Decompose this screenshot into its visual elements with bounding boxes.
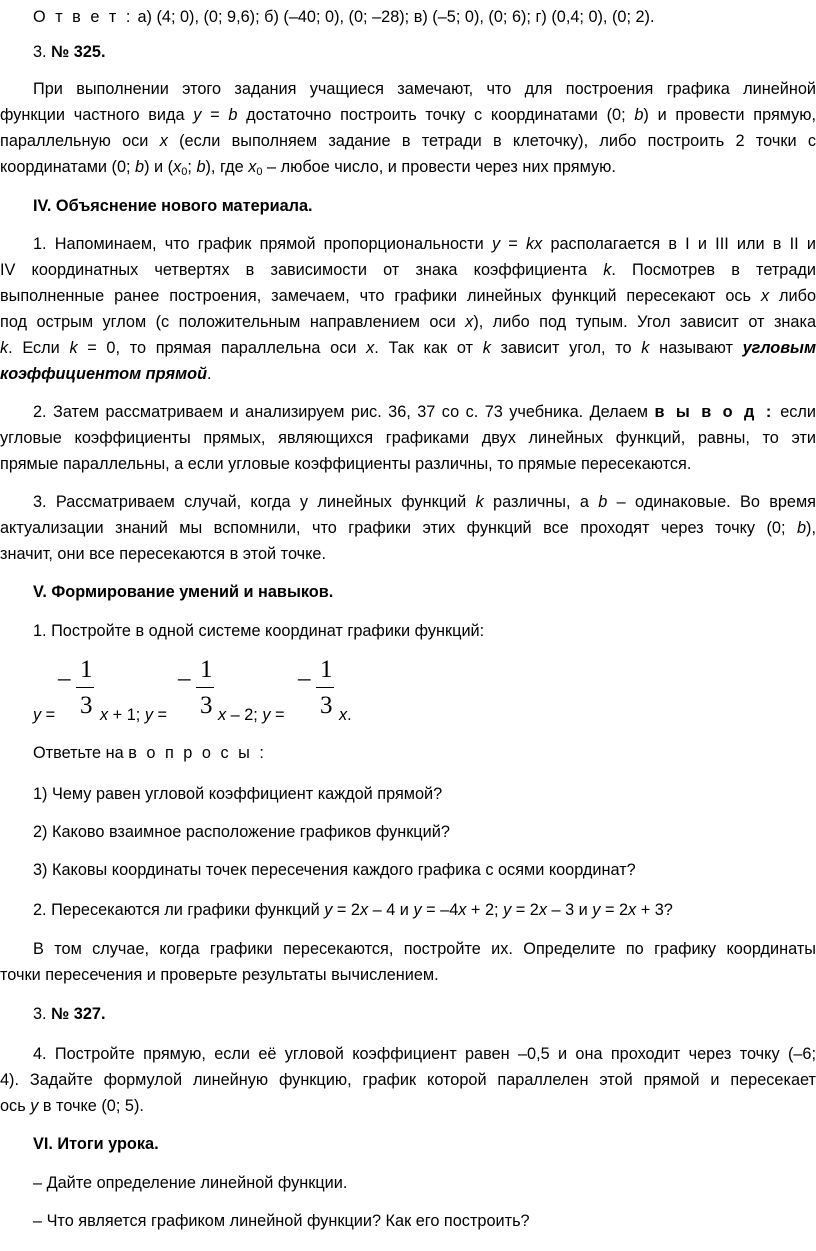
- formula-part: y =: [33, 706, 60, 724]
- task-327-heading: 3. № 327.: [33, 1005, 106, 1023]
- paragraph-line: 2. Пересекаются ли графики функций y = 2x – 4 и y = –4x + 2; y = 2x – 3 и y = 2x + 3?: [33, 901, 673, 919]
- paragraph-line: под острым углом (с положительным направлением оси x), либо под тупым. Угол зависит от знака: [0, 313, 816, 331]
- paragraph-line: прямые параллельны, а если угловые коэффициенты различны, то прямые пересекаются.: [0, 455, 692, 473]
- paragraph-line: 4). Задайте формулой линейную функцию, график которой параллелен этой прямой и пересекает: [0, 1071, 816, 1089]
- formula-part: x – 2; y =: [218, 706, 290, 724]
- section-heading: IV. Объяснение нового материала.: [33, 197, 313, 215]
- paragraph-line: 1. Напоминаем, что график прямой пропорциональности y = kx располагается в I и III или в II и: [33, 235, 816, 253]
- task-325-heading: 3. № 325.: [33, 43, 106, 61]
- paragraph-line: 3. Рассматриваем случай, когда у линейных функций k различны, а b – одинаковые. Во время: [33, 493, 816, 511]
- question-item: 3) Каковы координаты точек пересечения каждого графика с осями координат?: [33, 861, 636, 879]
- paragraph-line: IV координатных четвертях в зависимости от знака коэффициента k. Посмотрев в тетради: [0, 261, 816, 279]
- paragraph-line: 2. Затем рассматриваем и анализируем рис. 36, 37 со с. 73 учебника. Делаем в ы в о д : если: [33, 403, 816, 421]
- question-item: – Что является графиком линейной функции? Как его построить?: [33, 1212, 530, 1230]
- section-heading: VI. Итоги урока.: [33, 1135, 159, 1153]
- paragraph-line: ось y в точке (0; 5).: [0, 1097, 144, 1115]
- paragraph-line: коэффициентом прямой.: [0, 365, 212, 383]
- question-item: – Дайте определение линейной функции.: [33, 1174, 348, 1192]
- paragraph-line: параллельную оси x (если выполняем задание в тетради в клеточку), либо построить 2 точки с: [0, 132, 816, 150]
- paragraph-line: угловые коэффициенты прямых, являющихся графиками двух линейных функций, равны, то эти: [0, 429, 816, 447]
- question-item: 2) Каково взаимное расположение графиков функций?: [33, 823, 450, 841]
- paragraph-line: выполненные ранее построения, замечаем, что графики линейных функций пересекают ось x либо: [0, 287, 816, 305]
- fraction-minus-one-third: – 1 3: [298, 656, 333, 719]
- paragraph-line: k. Если k = 0, то прямая параллельна оси x. Так как от k зависит угол, то k называют угловым: [0, 339, 816, 357]
- formula-part: x + 1; y =: [100, 706, 172, 724]
- paragraph-line: В том случае, когда графики пересекаются, постройте их. Определите по графику координаты: [33, 940, 816, 958]
- paragraph-line: значит, они все пересекаются в этой точке.: [0, 545, 327, 563]
- question-item: 1) Чему равен угловой коэффициент каждой прямой?: [33, 785, 443, 803]
- formula-part: x.: [339, 706, 352, 724]
- paragraph-line: точки пересечения и проверьте результаты вычислением.: [0, 966, 439, 984]
- paragraph-line: При выполнении этого задания учащиеся замечают, что для построения графика линейной: [33, 80, 816, 98]
- paragraph-line: 1. Постройте в одной системе координат графики функций:: [33, 622, 485, 640]
- paragraph-line: координатами (0; b) и ($x_0$; b), где $x_0$ – любое число, и провести через них прямую.: [0, 158, 616, 178]
- paragraph-line: 4. Постройте прямую, если её угловой коэффициент равен –0,5 и она проходит через точку (–6;: [33, 1045, 816, 1063]
- answer-line: О т в е т : а) (4; 0), (0; 9,6); б) (–40; 0), (0; –28); в) (–5; 0), (0; 6); г) (0,4; 0), (0; 2).: [33, 8, 655, 26]
- paragraph-line: Ответьте на в о п р о с ы :: [33, 744, 267, 762]
- paragraph-line: актуализации знаний мы вспомнили, что графики этих функций все проходят через точку (0; b),: [0, 519, 816, 537]
- fraction-minus-one-third: – 1 3: [178, 656, 213, 719]
- fraction-minus-one-third: – 1 3: [58, 656, 93, 719]
- paragraph-line: функции частного вида y = b достаточно построить точку с координатами (0; b) и провести прямую,: [0, 106, 816, 124]
- section-heading: V. Формирование умений и навыков.: [33, 583, 334, 601]
